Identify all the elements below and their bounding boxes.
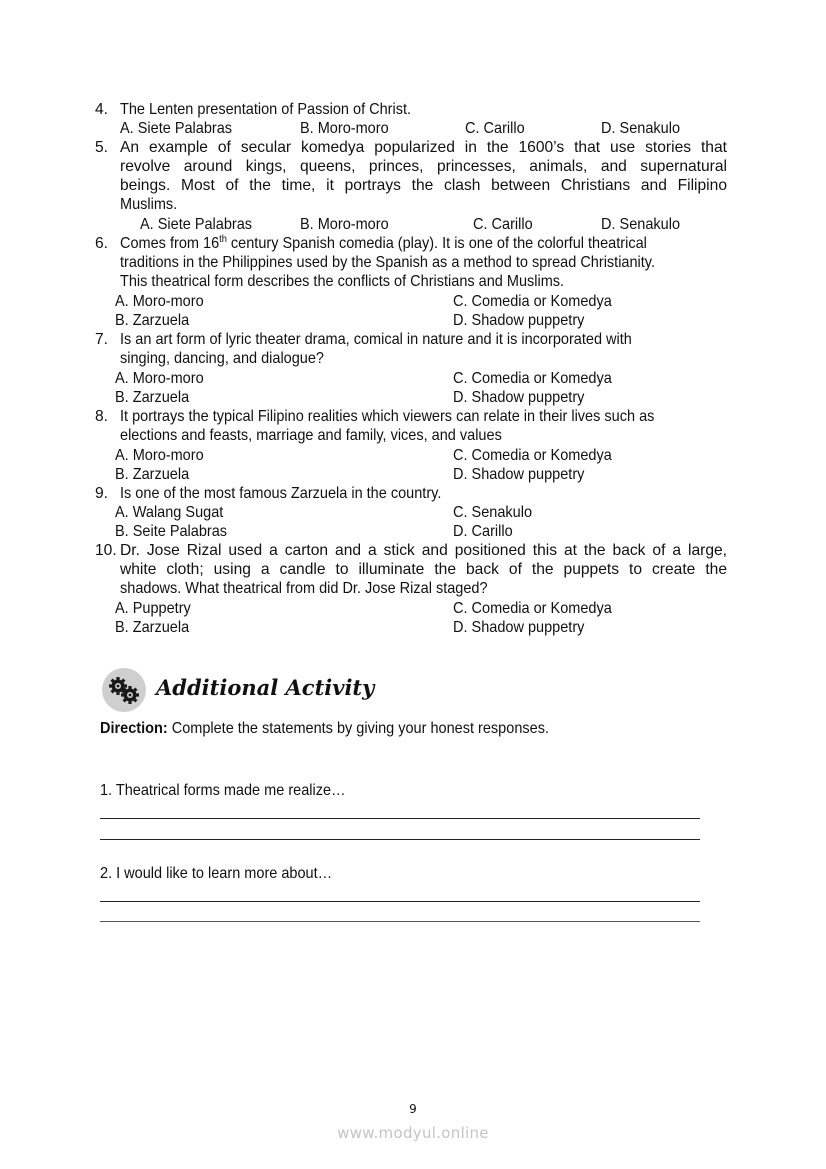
question-number: 9. — [95, 485, 109, 502]
question-number: 6. — [95, 235, 109, 252]
section-title: Additional Activity — [156, 675, 375, 700]
question-text-line: white cloth; using a candle to illuminate the back of the puppets to create the — [120, 561, 727, 578]
question-text-line: It portrays the typical Filipino realities which viewers can relate in their lives such as — [120, 408, 655, 425]
question-text-line: shadows. What theatrical from did Dr. Jose Rizal staged? — [120, 580, 488, 597]
option-a: A. Siete Palabras — [140, 216, 253, 233]
option-c: C. Carillo — [465, 120, 525, 137]
question-text-line: Muslims. — [120, 196, 178, 213]
option-d: D. Shadow puppetry — [453, 619, 585, 636]
question-number: 8. — [95, 408, 109, 425]
option-b: B. Moro-moro — [300, 216, 389, 233]
question-text-line: elections and feasts, marriage and family, vices, and values — [120, 427, 502, 444]
direction — [100, 719, 549, 738]
option-b: B. Zarzuela — [115, 389, 190, 406]
direction-label: Direction: — [100, 720, 168, 737]
question-text-line: singing, dancing, and dialogue? — [120, 350, 325, 367]
answer-line[interactable] — [100, 818, 700, 819]
answer-line[interactable] — [100, 839, 700, 840]
question-number: 5. — [95, 139, 109, 156]
option-a: A. Walang Sugat — [115, 504, 224, 521]
option-b: B. Seite Palabras — [115, 523, 228, 540]
option-c: C. Comedia or Komedya — [453, 370, 612, 387]
text-fragment: Comes from 16 — [120, 235, 220, 252]
option-d: D. Carillo — [453, 523, 513, 540]
option-d: D. Shadow puppetry — [453, 389, 585, 406]
question-text-line: Is one of the most famous Zarzuela in the country. — [120, 485, 442, 502]
option-d: D. Senakulo — [601, 216, 681, 233]
gears-icon — [102, 668, 146, 712]
option-a: A. Moro-moro — [115, 447, 204, 464]
question-text-line — [120, 234, 647, 253]
question-text-line: revolve around kings, queens, princes, princesses, animals, and supernatural — [120, 158, 727, 175]
answer-line[interactable] — [100, 921, 700, 922]
question-number: 10. — [95, 542, 117, 559]
option-a: A. Moro-moro — [115, 370, 204, 387]
question-text-line: traditions in the Philippines used by the Spanish as a method to spread Christianity. — [120, 254, 656, 271]
question-text: The Lenten presentation of Passion of Christ. — [120, 101, 412, 118]
option-d: D. Shadow puppetry — [453, 312, 585, 329]
option-b: B. Zarzuela — [115, 312, 190, 329]
prompt-1: 1. Theatrical forms made me realize… — [100, 782, 346, 799]
option-c: C. Senakulo — [453, 504, 533, 521]
option-c: C. Comedia or Komedya — [453, 293, 612, 310]
option-a: A. Puppetry — [115, 600, 191, 617]
watermark: www.modyul.online — [337, 1124, 489, 1142]
question-number: 4. — [95, 101, 109, 118]
option-c: C. Carillo — [473, 216, 533, 233]
text-fragment: century Spanish comedia (play). It is one of the colorful theatrical — [226, 235, 647, 252]
option-d: D. Senakulo — [601, 120, 681, 137]
option-a: A. Siete Palabras — [120, 120, 233, 137]
option-a: A. Moro-moro — [115, 293, 204, 310]
answer-line[interactable] — [100, 901, 700, 902]
page-number: 9 — [409, 1102, 417, 1116]
option-c: C. Comedia or Komedya — [453, 600, 612, 617]
direction-text: Complete the statements by giving your honest responses. — [167, 720, 549, 737]
option-b: B. Zarzuela — [115, 466, 190, 483]
prompt-2: 2. I would like to learn more about… — [100, 865, 333, 882]
question-text-line: This theatrical form describes the conflicts of Christians and Muslims. — [120, 273, 565, 290]
question-number: 7. — [95, 331, 109, 348]
option-b: B. Zarzuela — [115, 619, 190, 636]
question-text-line: beings. Most of the time, it portrays the clash between Christians and Filipino — [120, 177, 727, 194]
option-d: D. Shadow puppetry — [453, 466, 585, 483]
superscript: th — [219, 234, 227, 245]
question-text-line: Dr. Jose Rizal used a carton and a stick and positioned this at the back of a large, — [120, 542, 727, 559]
option-c: C. Comedia or Komedya — [453, 447, 612, 464]
question-text-line: An example of secular komedya popularized in the 1600’s that use stories that — [120, 139, 727, 156]
option-b: B. Moro-moro — [300, 120, 389, 137]
question-text-line: Is an art form of lyric theater drama, comical in nature and it is incorporated with — [120, 331, 632, 348]
